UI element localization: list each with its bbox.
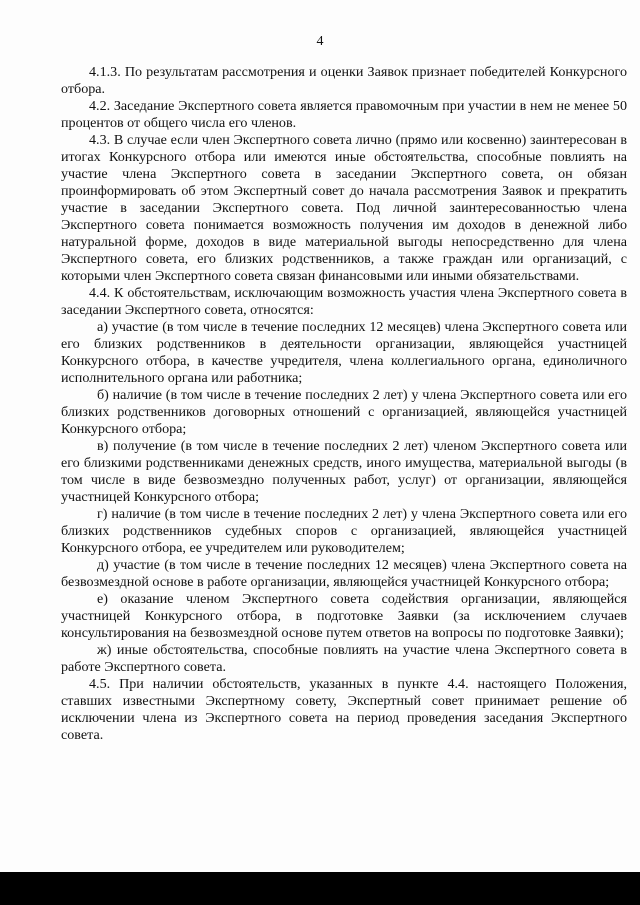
page-number: 4: [316, 34, 324, 49]
paragraph-4-4: 4.4. К обстоятельствам, исключающим возможность участия члена Экспертного совета в заседании Экспертного совета, относятся:: [61, 285, 627, 318]
subitem-e: е) оказание членом Экспертного совета содействия организации, являющейся участницей Конкурсного отбора, в подготовке Заявки (за исключением случаев консультирования на безвозмездной основе путем ответов на вопросы по подготовке Заявки);: [61, 591, 627, 641]
paragraph-4-5: 4.5. При наличии обстоятельств, указанных в пункте 4.4. настоящего Положения, ставших известными Экспертному совету, Экспертный совет принимает решение об исключении члена из Экспертного совета на период проведения заседания Экспертного совета.: [61, 676, 627, 743]
subitem-v: в) получение (в том числе в течение последних 2 лет) членом Экспертного совета или его близкими родственниками денежных средств, иного имущества, материальной выгоды (в том числе в виде безвозмездно полученных работ, услуг) от организации, являющейся участницей Конкурсного отбора;: [61, 438, 627, 505]
subitem-d: д) участие (в том числе в течение последних 12 месяцев) члена Экспертного совета на безвозмездной основе в работе организации, являющейся участницей Конкурсного отбора;: [61, 557, 627, 590]
subitem-b: б) наличие (в том числе в течение последних 2 лет) у члена Экспертного совета или его близких родственников договорных отношений с организацией, являющейся участницей Конкурсного отбора;: [61, 387, 627, 437]
subitem-zh: ж) иные обстоятельства, способные повлиять на участие члена Экспертного совета в работе Экспертного совета.: [61, 642, 627, 675]
subitem-g: г) наличие (в том числе в течение последних 2 лет) у члена Экспертного совета или его близких родственников судебных споров с организацией, являющейся участницей Конкурсного отбора, ее учредителем или руководителем;: [61, 506, 627, 556]
paragraph-4-3: 4.3. В случае если член Экспертного совета лично (прямо или косвенно) заинтересован в итогах Конкурсного отбора или имеются иные обстоятельства, способные повлиять на участие члена Экспертного совета в заседании Экспертного совета, он обязан проинформировать об этом Экспертный совет до начала рассмотрения Заявок и прекратить участие в заседании Экспертного совета. Под личной заинтересованностью члена Экспертного совета понимается возможность получения им доходов в денежной либо натуральной форме, доходов в виде материальной выгоды непосредственно для члена Экспертного совета, его близких родственников, а также граждан или организаций, с которыми член Экспертного совета связан финансовыми или иными обязательствами.: [61, 132, 627, 284]
scan-border: [0, 872, 640, 905]
paragraph-4-1-3: 4.1.3. По результатам рассмотрения и оценки Заявок признает победителей Конкурсного отбора.: [61, 64, 627, 97]
subitem-a: а) участие (в том числе в течение последних 12 месяцев) члена Экспертного совета или его близких родственников в деятельности организации, являющейся участницей Конкурсного отбора, в качестве учредителя, члена коллегиального органа, единоличного исполнительного органа или работника;: [61, 319, 627, 386]
paragraph-4-2: 4.2. Заседание Экспертного совета является правомочным при участии в нем не менее 50 процентов от общего числа его членов.: [61, 98, 627, 131]
document-body: [61, 64, 627, 744]
